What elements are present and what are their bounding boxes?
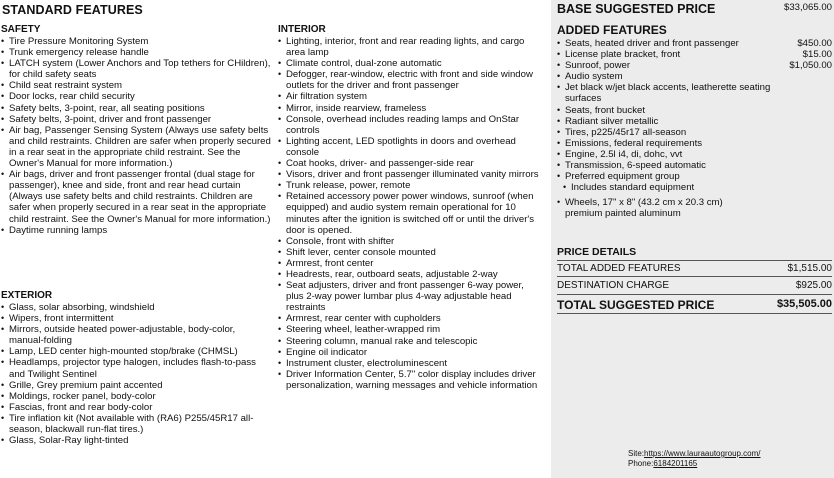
price-panel	[551, 0, 834, 478]
list-item	[557, 49, 832, 60]
list-item: • Engine oil indicator	[278, 347, 544, 358]
list-item: • Lamp, LED center high-mounted stop/brake (CHMSL)	[1, 346, 271, 357]
list-item: • LATCH system (Lower Anchors and Top tethers for CHildren), for child safety seats	[1, 58, 271, 80]
total-price-value: $35,505.00	[776, 298, 832, 310]
added-feature-name: • Engine, 2.5l i4, di, dohc, vvt	[565, 148, 683, 160]
list-item: • Air bags, driver and front passenger frontal (dual stage for passenger), knee and side, front and rear head curtain (Always use safety belts and child restraints. Children are safer when properly secured in a rear seat in the appropriate child restraint. See the Owner's Manual for more information.)	[1, 169, 271, 224]
total-price-row	[557, 298, 832, 312]
list-item	[557, 160, 832, 171]
interior-list	[278, 36, 544, 391]
interior-heading: INTERIOR	[278, 24, 326, 35]
added-feature-name: • Emissions, federal requirements	[565, 137, 703, 149]
list-item: • Grille, Grey premium paint accented	[1, 380, 271, 391]
total-added-label: TOTAL ADDED FEATURES	[557, 263, 681, 274]
list-item: • Child seat restraint system	[1, 80, 271, 91]
price-details-heading: PRICE DETAILS	[557, 246, 637, 258]
list-item: • Armrest, rear center with cupholders	[278, 313, 544, 324]
list-item: • Armrest, front center	[278, 258, 544, 269]
base-price-label: BASE SUGGESTED PRICE	[557, 2, 716, 16]
added-feature-name: • Sunroof, power	[565, 60, 631, 72]
list-item: • Lighting, interior, front and rear reading lights, and cargo area lamp	[278, 36, 544, 58]
list-item	[557, 38, 832, 49]
list-item: • Tire inflation kit (Not available with (RA6) P255/45R17 all-season, blackwall run-flat tires.)	[1, 413, 271, 435]
list-item: • Air filtration system	[278, 91, 544, 102]
list-item: • Safety belts, 3-point, rear, all seating positions	[1, 103, 271, 114]
list-item: • Door locks, rear child security	[1, 91, 271, 102]
list-item	[557, 71, 832, 82]
list-item: • Visors, driver and front passenger illuminated vanity mirrors	[278, 169, 544, 180]
added-feature-name: • Preferred equipment group	[565, 171, 680, 183]
divider	[557, 276, 832, 277]
added-feature-name: • Audio system	[565, 71, 623, 83]
list-item: • Mirrors, outside heated power-adjustable, body-color, manual-folding	[1, 324, 271, 346]
list-item: • Lighting accent, LED spotlights in doors and overhead console	[278, 136, 544, 158]
list-item: • Daytime running lamps	[1, 225, 271, 236]
added-features-list	[557, 38, 832, 220]
interior-section	[278, 24, 544, 391]
exterior-section	[1, 290, 271, 446]
total-added-row	[557, 263, 832, 274]
list-item: • Console, front with shifter	[278, 236, 544, 247]
list-item: • Console, overhead includes reading lamps and OnStar controls	[278, 114, 544, 136]
list-item	[557, 127, 832, 138]
base-price-value: $33,065.00	[783, 2, 832, 13]
added-feature-name: • Seats, front bucket	[565, 104, 645, 116]
list-item: • Trunk release, power, remote	[278, 180, 544, 191]
list-item: • Glass, Solar-Ray light-tinted	[1, 435, 271, 446]
list-item: • Tire Pressure Monitoring System	[1, 36, 271, 47]
added-feature-price: $1,050.00	[789, 60, 832, 72]
list-item: • Steering wheel, leather-wrapped rim	[278, 324, 544, 335]
added-feature-name: • License plate bracket, front	[565, 49, 681, 61]
list-item: • Mirror, inside rearview, frameless	[278, 103, 544, 114]
added-feature-name: • Seats, heated driver and front passenger	[565, 38, 739, 49]
site-line	[628, 449, 761, 459]
total-price-label: TOTAL SUGGESTED PRICE	[557, 298, 715, 312]
exterior-heading: EXTERIOR	[1, 290, 53, 301]
added-feature-name: • Jet black w/jet black accents, leatherette seating surfaces	[565, 82, 771, 105]
list-item: • Coat hooks, driver- and passenger-side rear	[278, 158, 544, 169]
list-item: • Shift lever, center console mounted	[278, 247, 544, 258]
list-item: • Steering column, manual rake and telescopic	[278, 336, 544, 347]
divider	[557, 294, 832, 295]
phone-link[interactable]: 6184201165	[653, 459, 698, 468]
list-item: • Headlamps, projector type halogen, includes flash-to-pass and Twilight Sentinel	[1, 357, 271, 379]
added-feature-name: • Wheels, 17" x 8" (43.2 cm x 20.3 cm) premium painted aluminum	[565, 197, 723, 220]
destination-label: DESTINATION CHARGE	[557, 280, 670, 291]
safety-list	[1, 36, 271, 236]
list-item: • Moldings, rocker panel, body-color	[1, 391, 271, 402]
list-item: • Retained accessory power power windows, sunroof (when equipped) and audio system remain operational for 10 minutes after the ignition is switched off or until the driver's door is opened.	[278, 191, 544, 235]
added-feature-price: $15.00	[802, 49, 832, 61]
list-item	[557, 116, 832, 127]
list-item: • Wipers, front intermittent	[1, 313, 271, 324]
list-item	[557, 105, 832, 116]
safety-section	[1, 24, 271, 236]
destination-value: $925.00	[795, 280, 832, 291]
list-item	[557, 149, 832, 160]
exterior-list	[1, 302, 271, 446]
phone-label: Phone:	[628, 459, 654, 468]
safety-heading: SAFETY	[1, 24, 41, 35]
divider	[557, 313, 832, 314]
site-link[interactable]: https://www.lauraautogroup.com/	[644, 449, 761, 458]
added-feature-name: • Transmission, 6-speed automatic	[565, 160, 706, 172]
standard-features-title: STANDARD FEATURES	[2, 3, 143, 17]
added-features-heading: ADDED FEATURES	[557, 23, 667, 37]
list-item: • Driver Information Center, 5.7" color display includes driver personalization, warning messages and vehicle information	[278, 369, 544, 391]
list-item: • Air bag, Passenger Sensing System (Always use safety belts and child restraints. Children are safer when properly secured in a rear seat in the appropriate child restraint. See the Owner's Manual for more information.)	[1, 125, 271, 169]
total-added-value: $1,515.00	[787, 263, 832, 274]
list-item: • Trunk emergency release handle	[1, 47, 271, 58]
divider	[557, 260, 832, 261]
list-item: • Seat adjusters, driver and front passenger 6-way power, plus 2-way power lumbar plus 4-way adjustable head restraints	[278, 280, 544, 313]
list-item	[557, 182, 832, 193]
phone-line	[628, 459, 697, 469]
list-item	[557, 197, 832, 219]
list-item	[557, 60, 832, 71]
list-item	[557, 138, 832, 149]
destination-row	[557, 280, 832, 291]
added-feature-price: $450.00	[797, 38, 832, 49]
added-feature-name: • Includes standard equipment	[571, 182, 695, 194]
list-item: • Instrument cluster, electroluminescent	[278, 358, 544, 369]
list-item: • Glass, solar absorbing, windshield	[1, 302, 271, 313]
list-item: • Climate control, dual-zone automatic	[278, 58, 544, 69]
list-item: • Defogger, rear-window, electric with front and side window outlets for the driver and front passenger	[278, 69, 544, 91]
site-label: Site:	[628, 449, 645, 458]
list-item: • Fascias, front and rear body-color	[1, 402, 271, 413]
added-feature-name: • Tires, p225/45r17 all-season	[565, 126, 687, 138]
list-item: • Headrests, rear, outboard seats, adjustable 2-way	[278, 269, 544, 280]
list-item	[557, 171, 832, 182]
added-feature-name: • Radiant silver metallic	[565, 115, 659, 127]
list-item: • Safety belts, 3-point, driver and front passenger	[1, 114, 271, 125]
list-item	[557, 82, 832, 104]
